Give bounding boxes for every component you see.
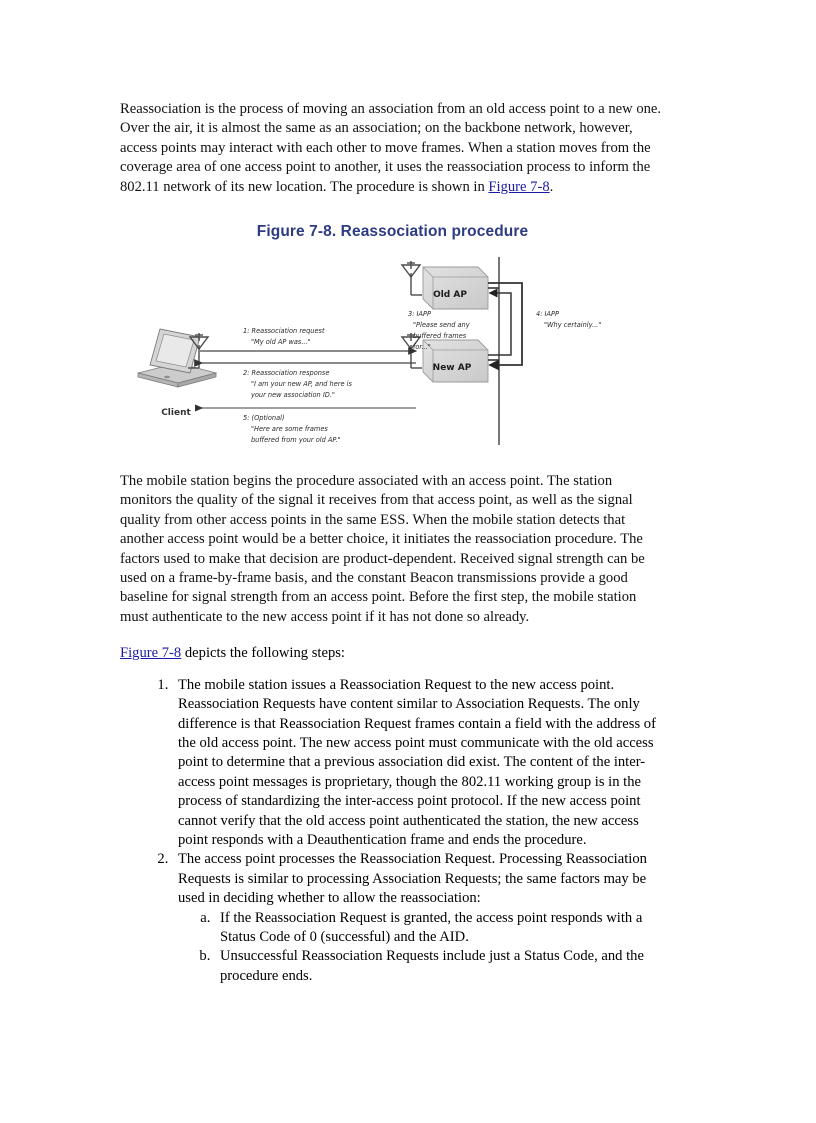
substep-item-a [214, 909, 665, 948]
client-label: Client [161, 408, 191, 419]
msg-1-line-1: 1: Reassociation request [243, 327, 325, 336]
old-ap-antenna-icon [402, 261, 422, 295]
depicts-text: depicts the following steps: [181, 645, 345, 662]
msg-1-line-2: "My old AP was..." [251, 338, 311, 347]
client-laptop-icon [138, 329, 216, 387]
substep-item-b [214, 947, 665, 986]
old-ap-label: Old AP [433, 290, 467, 301]
paragraph-1-text: Reassociation is the process of moving an association from an old access point to a new one. Over the air, it is almost the same as an association; on the backbone network, however, access points may interact with each other to move frames. When a station moves from the coverage area of one access point to another, it uses the reassociation process to inform the 802.11 network of its new location. The procedure is shown in [120, 101, 662, 195]
paragraph-mobile-station: The mobile station begins the procedure associated with an access point. The station monitors the quality of the signal it receives from that access point, as well as the signal quality from other access points in the same ESS. When the mobile station detects that another access point would be a better choice, it initiates the reassociation procedure. The factors used to make that decision are product-dependent. Received signal strength can be used on a frame-by-frame basis, and the constant Beacon transmissions provide a good baseline for signal strength from an access point. Before the first step, the mobile station must authenticate to the new access point if it has not done so already. [120, 473, 645, 625]
msg-4-line-2: "Why certainly..." [544, 321, 602, 330]
msg-3-line-2: "Please send any [413, 321, 470, 330]
figure-caption: Figure 7-8. Reassociation procedure [256, 223, 529, 241]
new-ap-box [423, 340, 488, 382]
msg-5-line-2: "Here are some frames [251, 425, 328, 434]
paragraph-intro [120, 100, 665, 197]
msg-3-line-1: 3: IAPP [408, 310, 431, 319]
step-item-2 [172, 850, 665, 986]
step-1-text: The mobile station issues a Reassociation Request to the new access point. Reassociation Requests have content similar to Association Requests. The only difference is that Reassociation Request frames contain a field with the address of the old access point. The new access point must communicate with the old access point to determine that a previous association did exist. The content of the inter-access point messages is proprietary, though the 802.11 working group is in the process of standardizing the inter-access point protocol. If the new access point cannot verify that the old access point authenticated the station, the new access point responds with a Deauthentication frame and ends the procedure. [178, 676, 656, 848]
step-item-1 [172, 676, 665, 851]
msg-2-line-3: your new association ID." [251, 391, 335, 400]
paragraph-1-period: . [549, 178, 554, 195]
figure-diagram-svg [120, 255, 665, 455]
substep-b-text: Unsuccessful Reassociation Requests include just a Status Code, and the procedure ends. [220, 948, 644, 984]
iapp-connector-paths [488, 283, 522, 365]
figure-link-inline[interactable]: Figure 7-8 [488, 178, 550, 195]
new-ap-label: New AP [432, 363, 472, 374]
substep-a-text: If the Reassociation Request is granted, the access point responds with a Status Code of 0 (successful) and the AID. [220, 909, 643, 945]
steps-list [120, 676, 665, 987]
step-2-text: The access point processes the Reassociation Request. Processing Reassociation Requests is similar to processing Association Requests; the same factors may be used in deciding whether to allow the reassociation: [178, 851, 647, 907]
msg-2-line-2: "I am your new AP, and here is [251, 380, 352, 389]
figure-reassociation-procedure [120, 255, 665, 455]
spacer-after-figure [120, 455, 665, 472]
page-content [120, 100, 665, 986]
figure-link-depicts[interactable]: Figure 7-8 [120, 645, 182, 662]
msg-4-line-1: 4: IAPP [536, 310, 559, 319]
old-ap-box [423, 267, 488, 309]
depicts-line [120, 644, 665, 663]
msg-5-line-1: 5: (Optional) [243, 414, 285, 423]
substeps-list [178, 909, 665, 987]
msg-3-line-3: buffered frames [413, 332, 467, 341]
msg-2-line-1: 2: Reassociation response [243, 369, 330, 378]
spacer-before-depicts [120, 627, 665, 644]
msg-5-line-3: buffered from your old AP." [251, 436, 341, 445]
msg-3-line-4: for..." [413, 343, 431, 352]
